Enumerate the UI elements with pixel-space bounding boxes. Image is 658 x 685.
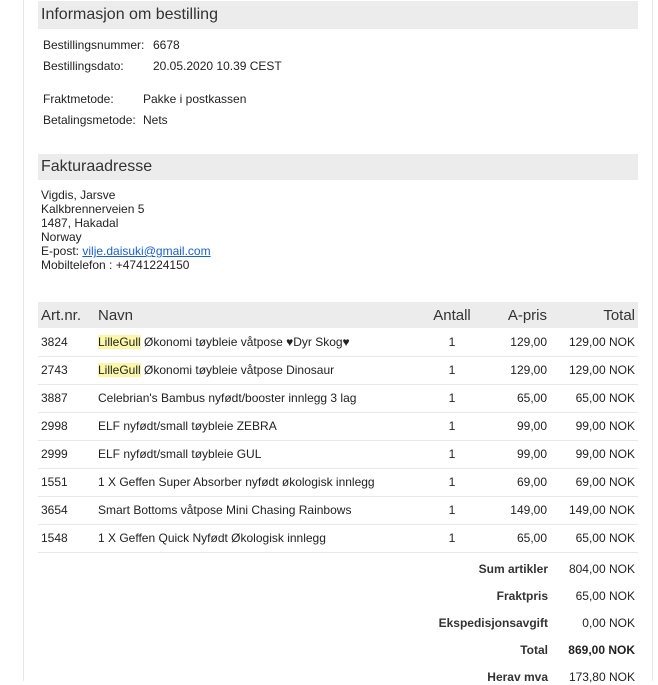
item-unit-price: 99,00 xyxy=(516,447,547,461)
shipping-row xyxy=(43,91,247,107)
item-line-total: 69,00 NOK xyxy=(575,475,635,489)
table-row xyxy=(38,524,638,552)
item-art-number: 3824 xyxy=(41,334,68,349)
item-name-text: ELF nyfødt/small tøybleie ZEBRA xyxy=(98,419,277,433)
right-border xyxy=(652,0,653,681)
item-art-number: 1548 xyxy=(41,531,68,545)
table-row xyxy=(38,384,638,412)
item-unit-price: 69,00 xyxy=(516,475,547,489)
order-info-header: Informasjon om bestilling xyxy=(38,1,638,29)
item-quantity: 1 xyxy=(448,391,456,405)
item-name-text: Celebrian's Bambus nyfødt/booster innlegg 3 lag xyxy=(98,391,357,405)
freight-row xyxy=(38,588,638,604)
item-name-text: Økonomi tøybleie våtpose Dinosaur xyxy=(140,363,335,377)
sum-row xyxy=(38,561,638,577)
table-row xyxy=(38,440,638,468)
order-date-value: 20.05.2020 10.39 CEST xyxy=(153,59,282,73)
sum-label: Sum artikler xyxy=(478,562,548,576)
billing-street: Kalkbrennerveien 5 xyxy=(41,202,145,216)
total-value: 869,00 NOK xyxy=(568,643,635,657)
item-art-number: 3654 xyxy=(41,503,68,517)
col-art-header: Art.nr. xyxy=(41,306,82,324)
total-row xyxy=(38,642,638,658)
table-header-row xyxy=(38,302,638,328)
total-label: Total xyxy=(520,643,548,657)
item-name-text: ELF nyfødt/small tøybleie GUL xyxy=(98,447,262,461)
item-quantity: 1 xyxy=(448,503,456,517)
item-name xyxy=(95,468,420,496)
item-unit-price: 65,00 xyxy=(516,391,547,405)
freight-label: Fraktpris xyxy=(496,589,548,603)
item-name-text: Økonomi tøybleie våtpose ♥Dyr Skog♥ xyxy=(140,334,350,349)
item-name xyxy=(95,356,420,384)
order-date-label: Bestillingsdato: xyxy=(43,59,124,73)
item-quantity: 1 xyxy=(448,334,456,349)
table-row xyxy=(38,496,638,524)
payment-row xyxy=(43,112,168,128)
item-unit-price: 129,00 xyxy=(510,363,547,377)
freight-value: 65,00 NOK xyxy=(575,589,635,603)
table-row xyxy=(38,328,638,356)
billing-header: Fakturaadresse xyxy=(38,154,638,180)
email-label: E-post: xyxy=(41,244,80,258)
item-name-text: 1 X Geffen Quick Nyfødt Økologisk innlegg xyxy=(98,531,326,545)
fee-row xyxy=(38,615,638,631)
col-total-header: Total xyxy=(603,306,635,324)
item-quantity: 1 xyxy=(448,363,456,377)
col-price-header: A-pris xyxy=(507,306,547,324)
fee-value: 0,00 NOK xyxy=(582,616,635,630)
item-art-number: 2999 xyxy=(41,447,68,461)
order-number-row xyxy=(43,37,180,53)
item-quantity: 1 xyxy=(448,419,456,433)
item-art-number: 1551 xyxy=(41,475,68,489)
item-art-number: 2998 xyxy=(41,419,68,433)
billing-address xyxy=(38,188,211,272)
item-name xyxy=(95,412,420,440)
vat-value: 173,80 NOK xyxy=(568,670,635,684)
table-row xyxy=(38,412,638,440)
fee-label: Ekspedisjonsavgift xyxy=(438,616,548,630)
billing-email-row xyxy=(41,244,211,258)
item-name xyxy=(95,328,420,356)
item-unit-price: 129,00 xyxy=(510,334,547,349)
item-quantity: 1 xyxy=(448,447,456,461)
item-line-total: 129,00 NOK xyxy=(568,363,635,377)
item-unit-price: 149,00 xyxy=(510,503,547,517)
order-items-table xyxy=(38,302,638,553)
sum-value: 804,00 NOK xyxy=(568,562,635,576)
item-unit-price: 65,00 xyxy=(516,531,547,545)
vat-row xyxy=(38,669,638,685)
item-brand-highlight: LilleGull xyxy=(98,363,141,377)
table-body xyxy=(38,328,638,552)
item-name xyxy=(95,496,420,524)
item-quantity: 1 xyxy=(448,475,456,489)
item-unit-price: 99,00 xyxy=(516,419,547,433)
shipping-value: Pakke i postkassen xyxy=(143,92,247,106)
payment-value: Nets xyxy=(143,113,168,127)
order-date-row xyxy=(43,58,282,74)
item-line-total: 99,00 NOK xyxy=(575,419,635,433)
item-brand-highlight: LilleGull xyxy=(98,334,141,349)
billing-name: Vigdis, Jarsve xyxy=(41,188,116,202)
item-name xyxy=(95,524,420,552)
item-line-total: 99,00 NOK xyxy=(575,447,635,461)
email-link[interactable]: vilje.daisuki@gmail.com xyxy=(82,244,211,258)
item-name-text: 1 X Geffen Super Absorber nyfødt økologisk innlegg xyxy=(98,475,375,489)
vat-label: Herav mva xyxy=(487,670,548,684)
item-name xyxy=(95,384,420,412)
shipping-label: Fraktmetode: xyxy=(43,92,114,106)
item-art-number: 3887 xyxy=(41,391,68,405)
item-quantity: 1 xyxy=(448,531,456,545)
left-border xyxy=(23,0,24,681)
payment-label: Betalingsmetode: xyxy=(43,113,136,127)
table-row xyxy=(38,468,638,496)
order-number-label: Bestillingsnummer: xyxy=(43,38,145,52)
item-line-total: 65,00 NOK xyxy=(575,391,635,405)
order-number-value: 6678 xyxy=(153,38,180,52)
item-line-total: 149,00 NOK xyxy=(568,503,635,517)
billing-city: 1487, Hakadal xyxy=(41,216,119,230)
item-line-total: 65,00 NOK xyxy=(575,531,635,545)
billing-phone: Mobiltelefon : +4741224150 xyxy=(41,258,190,272)
col-name-header: Navn xyxy=(98,306,134,324)
item-name-text: Smart Bottoms våtpose Mini Chasing Rainbows xyxy=(98,503,352,517)
item-name xyxy=(95,440,420,468)
item-art-number: 2743 xyxy=(41,363,68,377)
col-qty-header: Antall xyxy=(433,306,471,324)
billing-country: Norway xyxy=(41,230,82,244)
item-line-total: 129,00 NOK xyxy=(568,334,635,349)
table-row xyxy=(38,356,638,384)
